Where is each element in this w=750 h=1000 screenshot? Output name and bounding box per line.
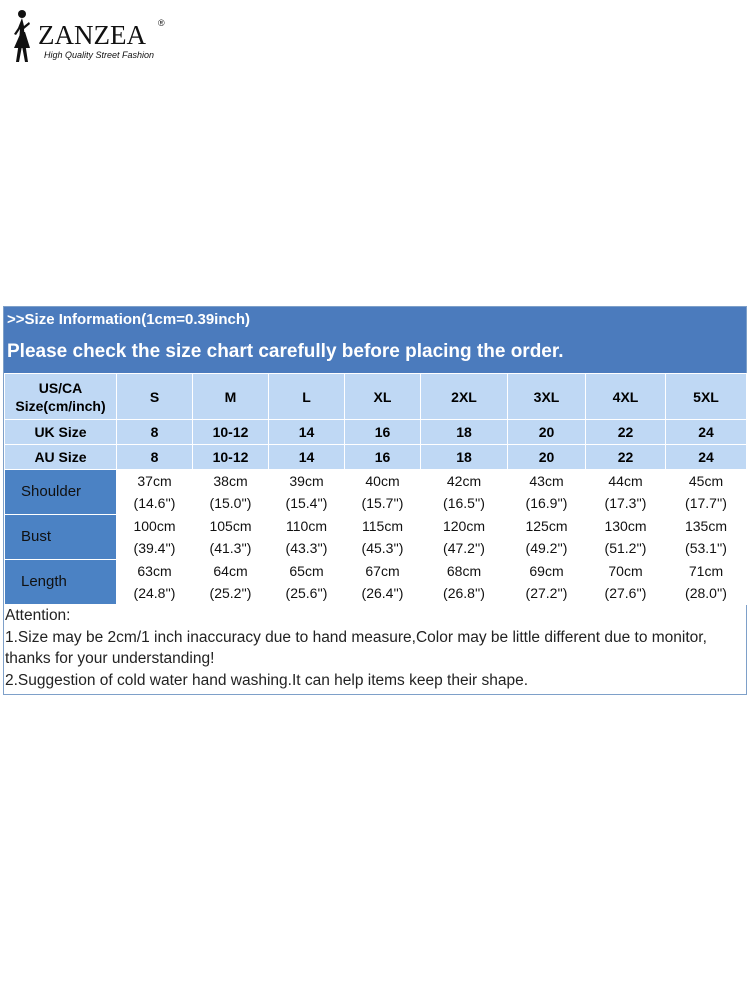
length-label: Length bbox=[5, 560, 117, 605]
measure-cell bbox=[666, 560, 747, 605]
inch-value: (27.6'') bbox=[604, 585, 647, 601]
uk-size-cell: 14 bbox=[269, 420, 345, 445]
cm-value: 44cm bbox=[608, 473, 643, 489]
attention-title: Attention: bbox=[5, 607, 71, 624]
size-table bbox=[4, 373, 747, 605]
cm-value: 110cm bbox=[286, 518, 327, 534]
us-size-cell: M bbox=[193, 374, 269, 420]
cm-value: 38cm bbox=[213, 473, 248, 489]
inch-value: (26.8'') bbox=[443, 585, 485, 601]
au-size-cell: 10-12 bbox=[193, 445, 269, 470]
au-size-cell: 24 bbox=[666, 445, 747, 470]
cm-value: 70cm bbox=[608, 563, 643, 579]
au-size-cell: 14 bbox=[269, 445, 345, 470]
attention-notes bbox=[4, 605, 746, 691]
measure-cell bbox=[421, 470, 508, 515]
bust-label: Bust bbox=[5, 515, 117, 560]
inch-value: (45.3'') bbox=[361, 540, 404, 556]
size-chart bbox=[3, 306, 747, 695]
shoulder-row bbox=[5, 470, 747, 515]
measure-cell bbox=[586, 560, 666, 605]
cm-value: 45cm bbox=[688, 473, 724, 489]
brand-logo bbox=[8, 8, 168, 66]
inch-value: (15.4'') bbox=[285, 495, 328, 511]
shoulder-label: Shoulder bbox=[5, 470, 117, 515]
measure-cell bbox=[508, 560, 586, 605]
measure-cell bbox=[666, 470, 747, 515]
uk-size-cell: 22 bbox=[586, 420, 666, 445]
inch-value: (24.8'') bbox=[133, 585, 176, 601]
brand-name: ZANZEA bbox=[38, 20, 146, 50]
us-size-cell: 3XL bbox=[508, 374, 586, 420]
measure-cell bbox=[586, 515, 666, 560]
cm-value: 63cm bbox=[137, 563, 172, 579]
measure-cell bbox=[508, 515, 586, 560]
cm-value: 115cm bbox=[362, 518, 403, 534]
measure-cell bbox=[508, 470, 586, 515]
cm-value: 39cm bbox=[289, 473, 324, 489]
cm-value: 71cm bbox=[688, 563, 724, 579]
cm-value: 125cm bbox=[525, 518, 568, 534]
size-info-title: >>Size Information(1cm=0.39inch) bbox=[7, 311, 250, 328]
cm-value: 100cm bbox=[133, 518, 176, 534]
measure-cell bbox=[586, 470, 666, 515]
bust-row bbox=[5, 515, 747, 560]
fashion-figure-icon bbox=[8, 8, 42, 64]
us-size-label bbox=[5, 374, 117, 420]
cm-value: 69cm bbox=[529, 563, 564, 579]
cm-value: 135cm bbox=[684, 518, 728, 534]
inch-value: (49.2'') bbox=[525, 540, 568, 556]
uk-size-cell: 16 bbox=[345, 420, 421, 445]
inch-value: (47.2'') bbox=[443, 540, 485, 556]
au-size-cell: 18 bbox=[421, 445, 508, 470]
measure-cell bbox=[193, 470, 269, 515]
measure-cell bbox=[345, 470, 421, 515]
inch-value: (51.2'') bbox=[604, 540, 647, 556]
measure-cell bbox=[117, 470, 193, 515]
uk-size-cell: 18 bbox=[421, 420, 508, 445]
size-check-notice: Please check the size chart carefully before placing the order. bbox=[7, 341, 564, 362]
measure-cell bbox=[421, 560, 508, 605]
cm-value: 40cm bbox=[365, 473, 400, 489]
inch-value: (17.3'') bbox=[604, 495, 647, 511]
uk-size-row bbox=[5, 420, 747, 445]
au-size-cell: 8 bbox=[117, 445, 193, 470]
inch-value: (41.3'') bbox=[209, 540, 252, 556]
attention-line: 1.Size may be 2cm/1 inch inaccuracy due to hand measure,Color may be little different due to monitor, bbox=[5, 628, 707, 646]
measure-cell bbox=[666, 515, 747, 560]
inch-value: (15.0'') bbox=[209, 495, 252, 511]
measure-cell bbox=[117, 515, 193, 560]
cm-value: 37cm bbox=[137, 473, 172, 489]
inch-value: (15.7'') bbox=[361, 495, 404, 511]
inch-value: (27.2'') bbox=[525, 585, 568, 601]
us-size-row bbox=[5, 374, 747, 420]
inch-value: (17.7'') bbox=[685, 495, 727, 511]
us-size-cell: 5XL bbox=[666, 374, 747, 420]
measure-cell bbox=[421, 515, 508, 560]
inch-value: (43.3'') bbox=[285, 540, 328, 556]
measure-cell bbox=[193, 560, 269, 605]
inch-value: (53.1'') bbox=[685, 540, 727, 556]
au-size-row bbox=[5, 445, 747, 470]
au-size-cell: 16 bbox=[345, 445, 421, 470]
inch-value: (14.6'') bbox=[133, 495, 176, 511]
attention-line: 2.Suggestion of cold water hand washing.It can help items keep their shape. bbox=[5, 671, 529, 689]
inch-value: (39.4'') bbox=[133, 540, 176, 556]
us-size-label-line1: US/CA bbox=[38, 379, 83, 396]
inch-value: (16.5'') bbox=[443, 495, 485, 511]
uk-size-cell: 20 bbox=[508, 420, 586, 445]
us-size-cell: 2XL bbox=[421, 374, 508, 420]
us-size-label-line2: Size(cm/inch) bbox=[15, 397, 106, 414]
inch-value: (25.2'') bbox=[209, 585, 252, 601]
measure-cell bbox=[117, 560, 193, 605]
au-size-cell: 20 bbox=[508, 445, 586, 470]
cm-value: 65cm bbox=[289, 563, 324, 579]
size-info-header bbox=[4, 307, 746, 373]
us-size-cell: 4XL bbox=[586, 374, 666, 420]
cm-value: 67cm bbox=[365, 563, 400, 579]
length-row bbox=[5, 560, 747, 605]
cm-value: 68cm bbox=[446, 563, 482, 579]
uk-size-cell: 24 bbox=[666, 420, 747, 445]
registered-mark: ® bbox=[158, 18, 165, 28]
inch-value: (25.6'') bbox=[285, 585, 328, 601]
measure-cell bbox=[193, 515, 269, 560]
brand-tagline: High Quality Street Fashion bbox=[44, 50, 155, 60]
us-size-cell: L bbox=[269, 374, 345, 420]
cm-value: 64cm bbox=[213, 563, 248, 579]
attention-line: thanks for your understanding! bbox=[5, 650, 215, 667]
us-size-cell: S bbox=[117, 374, 193, 420]
measure-cell bbox=[269, 515, 345, 560]
measure-cell bbox=[345, 560, 421, 605]
uk-size-cell: 10-12 bbox=[193, 420, 269, 445]
measure-cell bbox=[269, 470, 345, 515]
inch-value: (28.0'') bbox=[685, 585, 727, 601]
us-size-cell: XL bbox=[345, 374, 421, 420]
measure-cell bbox=[345, 515, 421, 560]
cm-value: 42cm bbox=[446, 473, 482, 489]
cm-value: 120cm bbox=[442, 518, 486, 534]
cm-value: 105cm bbox=[209, 518, 252, 534]
au-size-label: AU Size bbox=[5, 445, 117, 470]
cm-value: 43cm bbox=[529, 473, 564, 489]
inch-value: (26.4'') bbox=[361, 585, 404, 601]
cm-value: 130cm bbox=[604, 518, 647, 534]
inch-value: (16.9'') bbox=[525, 495, 568, 511]
uk-size-cell: 8 bbox=[117, 420, 193, 445]
au-size-cell: 22 bbox=[586, 445, 666, 470]
uk-size-label: UK Size bbox=[5, 420, 117, 445]
measure-cell bbox=[269, 560, 345, 605]
